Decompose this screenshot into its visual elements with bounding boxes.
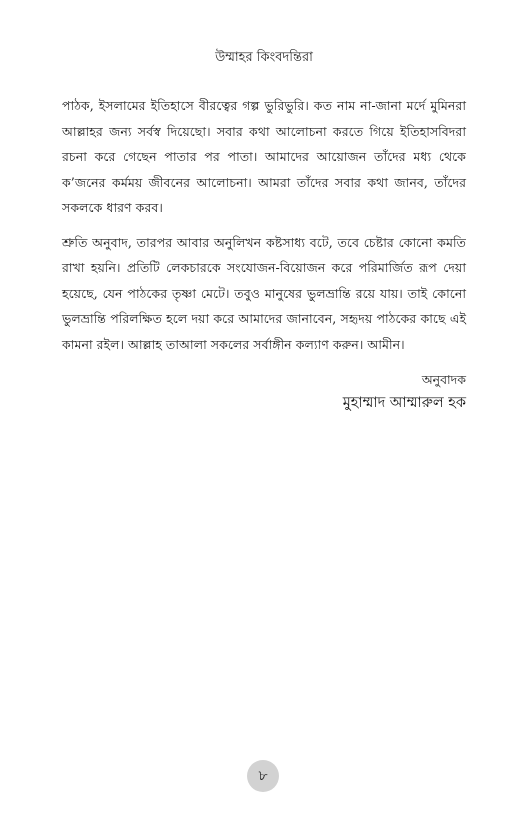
translator-role: অনুবাদক	[421, 372, 466, 387]
translator-name: মুহাম্মাদ আম্মারুল হক	[342, 395, 466, 411]
running-head: উম্মাহর কিংবদন্তিরা	[215, 50, 313, 65]
page-number-badge: ৮	[247, 760, 279, 792]
translator-signature	[343, 370, 466, 416]
paragraph-1: পাঠক, ইসলামের ইতিহাসে বীরত্বের গল্প ভুরিভুরি। কত নাম না-জানা মর্দে মুমিনরা আল্লাহর জন্য সর্বস্ব দিয়েছো। সবার কথা আলোচনা করতে গিয়ে ইতিহাসবিদরা রচনা করে গেছেন পাতার পর পাতা। আমাদের আয়োজন তাঁদের মধ্য থেকে ক’জনের কর্মময় জীবনের আলোচনা। আমরা তাঁদের সবার কথা জানব, তাঁদের সকলকে ধারণ করব।	[62, 98, 466, 215]
body-text	[62, 93, 466, 366]
paragraph-2: শ্রুতি অনুবাদ, তারপর আবার অনুলিখন কষ্টসাধ্য বটে, তবে চেষ্টার কোনো কমতি রাখা হয়নি। প্রতিটি লেকচারকে সংযোজন-বিয়োজন করে পরিমার্জিত রূপ দেয়া হয়েছে, যেন পাঠকের তৃষ্ণা মেটে। তবুও মানুষের ভুলভ্রান্তি রয়ে যায়। তাই কোনো ভুলভ্রান্তি পরিলক্ষিত হলে দয়া করে আমাদের জানাবেন, সহৃদয় পাঠকের কাছে এই কামনা রইল। আল্লাহ তাআলা সকলের সর্বাঙ্গীন কল্যাণ করুন। আমীন।	[62, 234, 466, 352]
